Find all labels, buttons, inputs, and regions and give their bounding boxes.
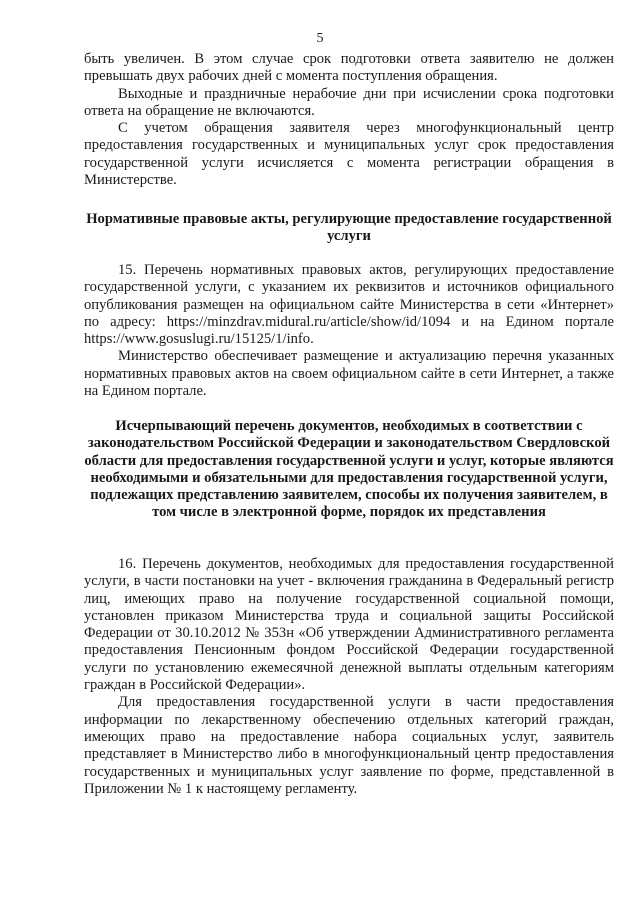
heading-documents-list: Исчерпывающий перечень документов, необходимых в соответствии с законодательством Российской Федерации и законодательством Свердловской области для предоставления государственной услуги и услуг, которые являются необходимыми и обязательными для предоставления государственной услуги, подлежащих представлению заявителем, способы их получения заявителем, в том числе в электронной форме, порядок их представления — [84, 418, 614, 521]
page-number: 5 — [316, 31, 324, 46]
paragraph: быть увеличен. В этом случае срок подготовки ответа заявителю не должен превышать двух рабочих дней с момента поступления обращения. — [84, 51, 614, 85]
section-bottom-text — [84, 556, 614, 798]
paragraph: 15. Перечень нормативных правовых актов, регулирующих предоставление государственной услуги, с указанием их реквизитов и источников официального опубликования размещен на официальном сайте Министерства в сети «Интернет» по адресу: https://minzdrav.midural.ru/article/show/id/1094 и на Едином портале https://www.gosuslugi.ru/15125/1/info. — [84, 262, 614, 348]
paragraph: Для предоставления государственной услуги в части предоставления информации по лекарственному обеспечению отдельных категорий граждан, имеющих право на предоставление набора социальных услуг, заявитель представляет в Министерство либо в многофункциональный центр предоставления государственных и муниципальных услуг заявление по форме, представленной в Приложении № 1 к настоящему регламенту. — [84, 694, 614, 797]
section-mid-text — [84, 262, 614, 400]
heading-normative-acts: Нормативные правовые акты, регулирующие предоставление государственной услуги — [86, 211, 612, 245]
paragraph: С учетом обращения заявителя через многофункциональный центр предоставления государственных и муниципальных услуг срок предоставления государственной услуги исчисляется с момента регистрации обращения в Министерстве. — [84, 120, 614, 189]
section-top-text — [84, 51, 614, 189]
paragraph: 16. Перечень документов, необходимых для предоставления государственной услуги, в части постановки на учет - включения гражданина в Федеральный регистр лиц, имеющих право на получение государственной социальной помощи, установлен приказом Министерства труда и социальной защиты Российской Федерации от 30.10.2012 № 353н «Об утверждении Административного регламента предоставления Пенсионным фондом Российской Федерации государственной услуги по установлению ежемесячной денежной выплаты отдельным категориям граждан в Российской Федерации». — [84, 556, 614, 694]
paragraph: Выходные и праздничные нерабочие дни при исчислении срока подготовки ответа на обращение не включаются. — [84, 85, 614, 119]
paragraph: Министерство обеспечивает размещение и актуализацию перечня указанных нормативных правовых актов на своем официальном сайте в сети Интернет, а также на Едином портале. — [84, 348, 614, 400]
